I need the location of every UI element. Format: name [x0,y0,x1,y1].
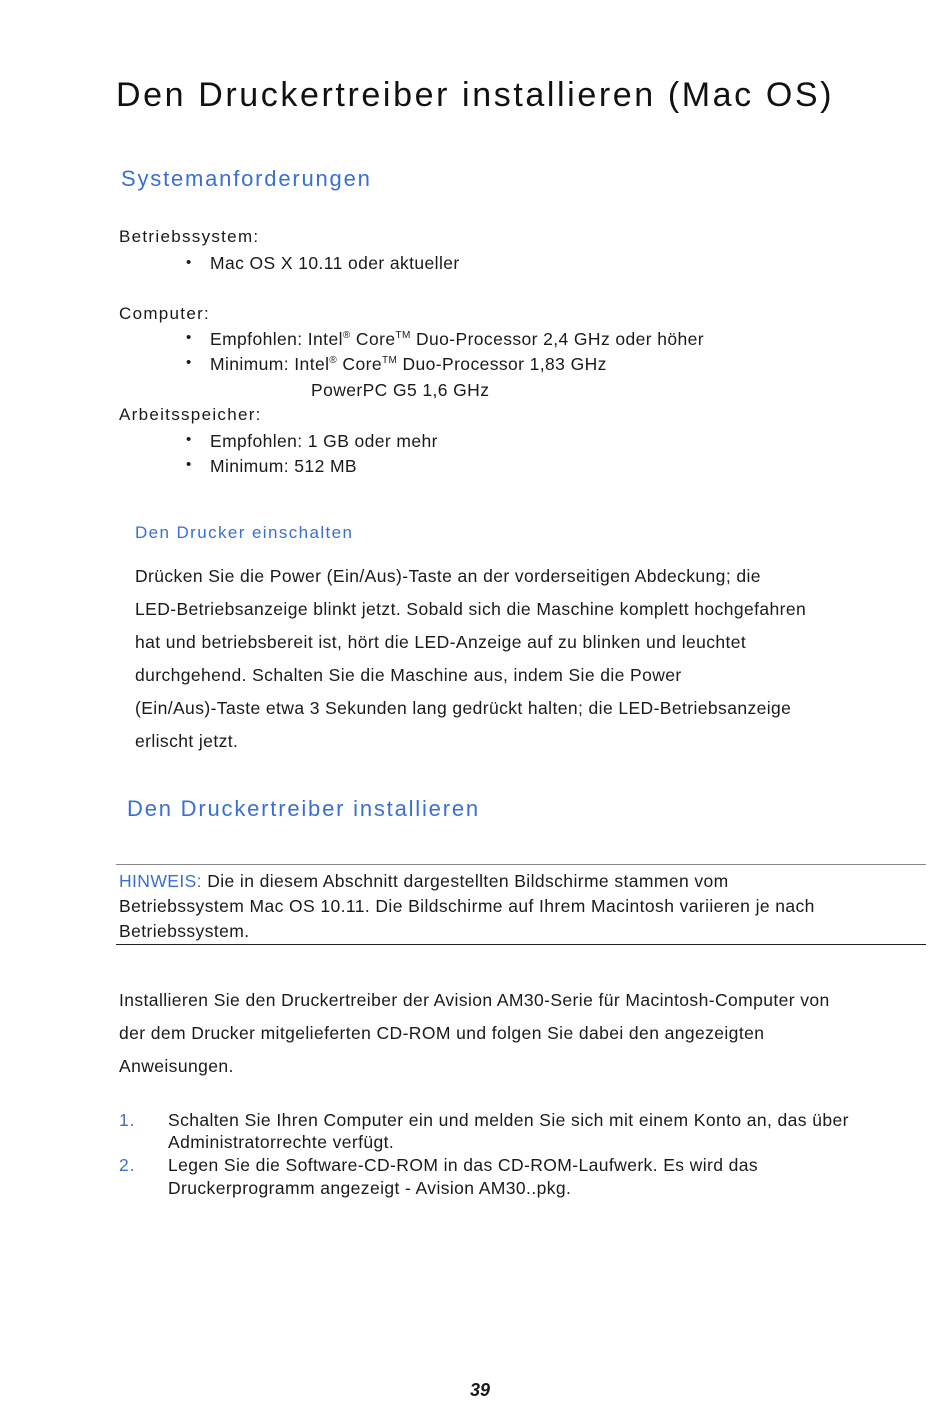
os-item: Mac OS X 10.11 oder aktueller [210,253,460,273]
power-on-line: hat und betriebsbereit ist, hört die LED-Anzeige auf zu blinken und leuchtet [135,632,747,652]
page-number: 39 [469,1380,491,1400]
install-intro-line: der dem Drucker mitgelieferten CD-ROM und folgen Sie dabei den angezeigten [119,1023,765,1043]
memory-recommended: Empfohlen: 1 GB oder mehr [210,431,438,451]
power-on-line: erlischt jetzt. [135,731,239,751]
power-on-line: Drücken Sie die Power (Ein/Aus)-Taste an der vorderseitigen Abdeckung; die [135,566,761,586]
note-divider-top [116,864,926,865]
step-text: Druckerprogramm angezeigt - Avision AM30..pkg. [168,1178,572,1198]
bullet-icon: • [186,456,192,473]
computer-label: Computer: [119,304,211,323]
step-number: 1. [119,1110,136,1130]
note-line: HINWEIS: Die in diesem Abschnitt dargestellten Bildschirme stammen vom [119,871,729,891]
os-label: Betriebssystem: [119,227,260,246]
note-divider-bottom [116,944,926,945]
note-line: Betriebssystem Mac OS 10.11. Die Bildschirme auf Ihrem Macintosh variieren je nach [119,896,815,916]
computer-minimum-continuation: PowerPC G5 1,6 GHz [311,380,490,400]
note-label: HINWEIS: [119,871,202,891]
power-on-heading: Den Drucker einschalten [135,523,354,542]
bullet-icon: • [186,254,192,271]
power-on-line: (Ein/Aus)-Taste etwa 3 Sekunden lang gedrückt halten; die LED-Betriebsanzeige [135,698,792,718]
power-on-line: durchgehend. Schalten Sie die Maschine aus, indem Sie die Power [135,665,682,685]
step-text: Schalten Sie Ihren Computer ein und melden Sie sich mit einem Konto an, das über [168,1110,849,1130]
step-text: Legen Sie die Software-CD-ROM in das CD-ROM-Laufwerk. Es wird das [168,1155,759,1175]
page-title: Den Druckertreiber installieren (Mac OS) [116,76,835,114]
system-requirements-heading: Systemanforderungen [121,166,372,191]
install-intro-line: Installieren Sie den Druckertreiber der Avision AM30-Serie für Macintosh-Computer von [119,990,830,1010]
power-on-line: LED-Betriebsanzeige blinkt jetzt. Sobald sich die Maschine komplett hochgefahren [135,599,807,619]
memory-minimum: Minimum: 512 MB [210,456,358,476]
computer-minimum: Minimum: Intel® Core™ Duo-Processor 1,83 GHz [210,354,607,374]
bullet-icon: • [186,329,192,346]
bullet-icon: • [186,431,192,448]
computer-recommended: Empfohlen: Intel® Core™ Duo-Processor 2,4 GHz oder höher [210,329,705,349]
install-heading: Den Druckertreiber installieren [127,796,480,821]
memory-label: Arbeitsspeicher: [119,405,262,424]
note-line: Betriebssystem. [119,921,250,941]
step-number: 2. [119,1155,136,1175]
bullet-icon: • [186,354,192,371]
step-text: Administratorrechte verfügt. [168,1132,395,1152]
install-intro-line: Anweisungen. [119,1056,234,1076]
